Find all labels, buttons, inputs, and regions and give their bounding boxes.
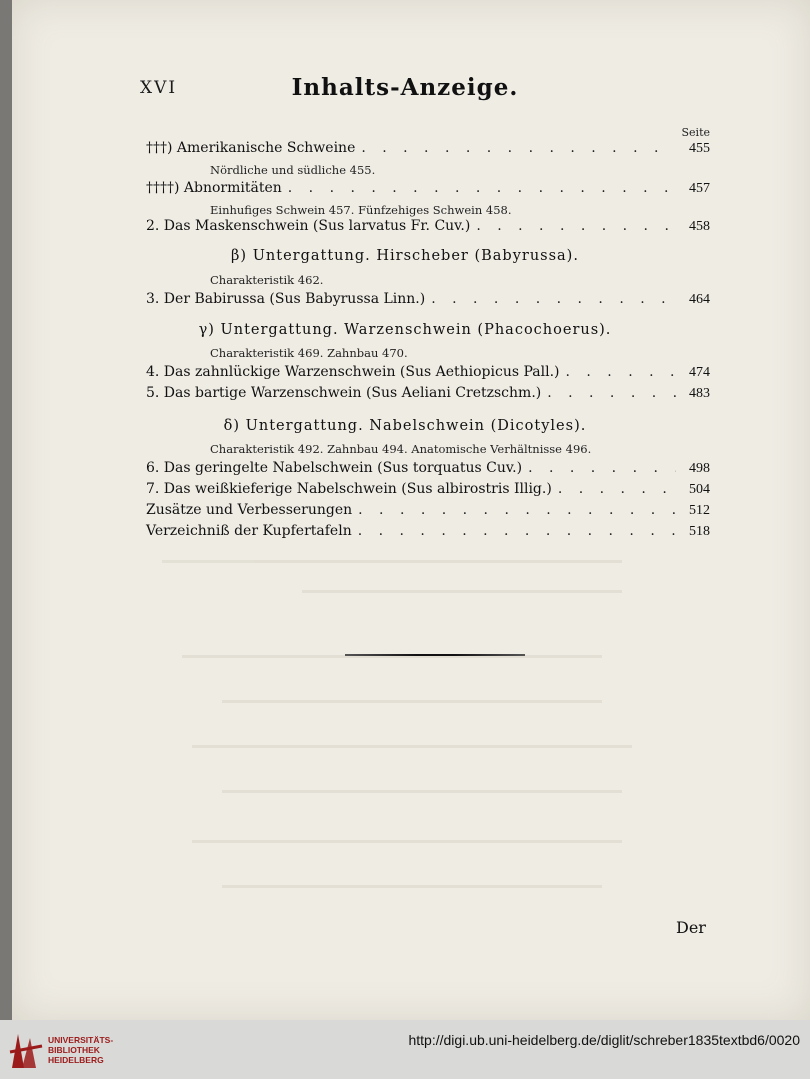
toc-entry-label: 4. Das zahnlückige Warzenschwein (Sus Aethiopicus Pall.) [146, 364, 560, 380]
dot-leader [358, 502, 676, 518]
dot-leader [566, 364, 677, 380]
library-name-line: UNIVERSITÄTS- [48, 1035, 114, 1045]
toc-entry[interactable] [146, 481, 710, 501]
dot-leader [288, 180, 676, 196]
section-heading: δ) Untergattung. Nabelschwein (Dicotyles). [223, 418, 587, 434]
section-heading: γ) Untergattung. Warzenschwein (Phacochoerus). [198, 322, 612, 338]
toc-entry-label: †††) Amerikanische Schweine [146, 140, 356, 156]
library-name-line: HEIDELBERG [48, 1055, 104, 1065]
page-column-label: Seite [681, 126, 710, 139]
toc-entry-label: 2. Das Maskenschwein (Sus larvatus Fr. Cuv.) [146, 218, 471, 234]
toc-entry[interactable] [146, 523, 710, 543]
toc-subentry: Einhufiges Schwein 457. Fünfzehiges Schwein 458. [210, 203, 512, 217]
toc-entry-page: 512 [689, 503, 710, 518]
toc-entry-page: 483 [689, 386, 710, 401]
show-through-text [162, 560, 762, 940]
dot-leader [547, 385, 676, 401]
toc-entry[interactable] [146, 140, 710, 160]
footer-bar [0, 1020, 810, 1079]
toc-entry-page: 458 [689, 219, 710, 234]
dot-leader [431, 291, 676, 307]
library-name-line: BIBLIOTHEK [48, 1045, 100, 1055]
toc-entry-page: 455 [689, 141, 710, 156]
toc-entry[interactable] [146, 460, 710, 480]
toc-entry[interactable] [146, 291, 710, 311]
toc-subentry: Nördliche und südliche 455. [210, 163, 376, 177]
toc-entry-page: 518 [689, 524, 710, 539]
toc-entry[interactable] [146, 385, 710, 405]
toc-entry-label: 5. Das bartige Warzenschwein (Sus Aeliani Cretzschm.) [146, 385, 542, 401]
toc-entry[interactable] [146, 218, 710, 238]
toc-entry-page: 474 [689, 365, 710, 380]
toc-entry-label: Zusätze und Verbesserungen [146, 502, 353, 518]
dot-leader [361, 140, 676, 156]
toc-entry-label: 7. Das weißkieferige Nabelschwein (Sus albirostris Illig.) [146, 481, 552, 497]
toc-entry-label: ††††) Abnormitäten [146, 180, 282, 196]
toc-entry[interactable] [146, 180, 710, 200]
library-name [48, 1035, 113, 1065]
library-logo-icon[interactable] [8, 1028, 44, 1072]
toc-entry-page: 504 [689, 482, 710, 497]
toc-subentry: Charakteristik 462. [210, 273, 324, 287]
page-title: Inhalts-Anzeige. [291, 74, 519, 101]
dot-leader [358, 523, 676, 539]
source-url-link[interactable]: http://digi.ub.uni-heidelberg.de/diglit/schreber1835textbd6/0020 [408, 1032, 800, 1048]
toc-entry-label: 3. Der Babirussa (Sus Babyrussa Linn.) [146, 291, 426, 307]
section-heading: β) Untergattung. Hirscheber (Babyrussa). [231, 248, 579, 264]
toc-entry-page: 457 [689, 181, 710, 196]
dot-leader [476, 218, 676, 234]
dot-leader [528, 460, 676, 476]
toc-entry[interactable] [146, 502, 710, 522]
toc-subentry: Charakteristik 469. Zahnbau 470. [210, 346, 408, 360]
decorative-rule [345, 654, 525, 656]
toc-entry[interactable] [146, 364, 710, 384]
page-number: XVI [140, 78, 178, 98]
toc-entry-page: 498 [689, 461, 710, 476]
toc-subentry: Charakteristik 492. Zahnbau 494. Anatomische Verhältnisse 496. [210, 442, 592, 456]
toc-entry-label: 6. Das geringelte Nabelschwein (Sus torquatus Cuv.) [146, 460, 523, 476]
dot-leader [558, 481, 676, 497]
catchword: Der [676, 918, 706, 937]
toc-entry-page: 464 [689, 292, 710, 307]
toc-entry-label: Verzeichniß der Kupfertafeln [146, 523, 352, 539]
